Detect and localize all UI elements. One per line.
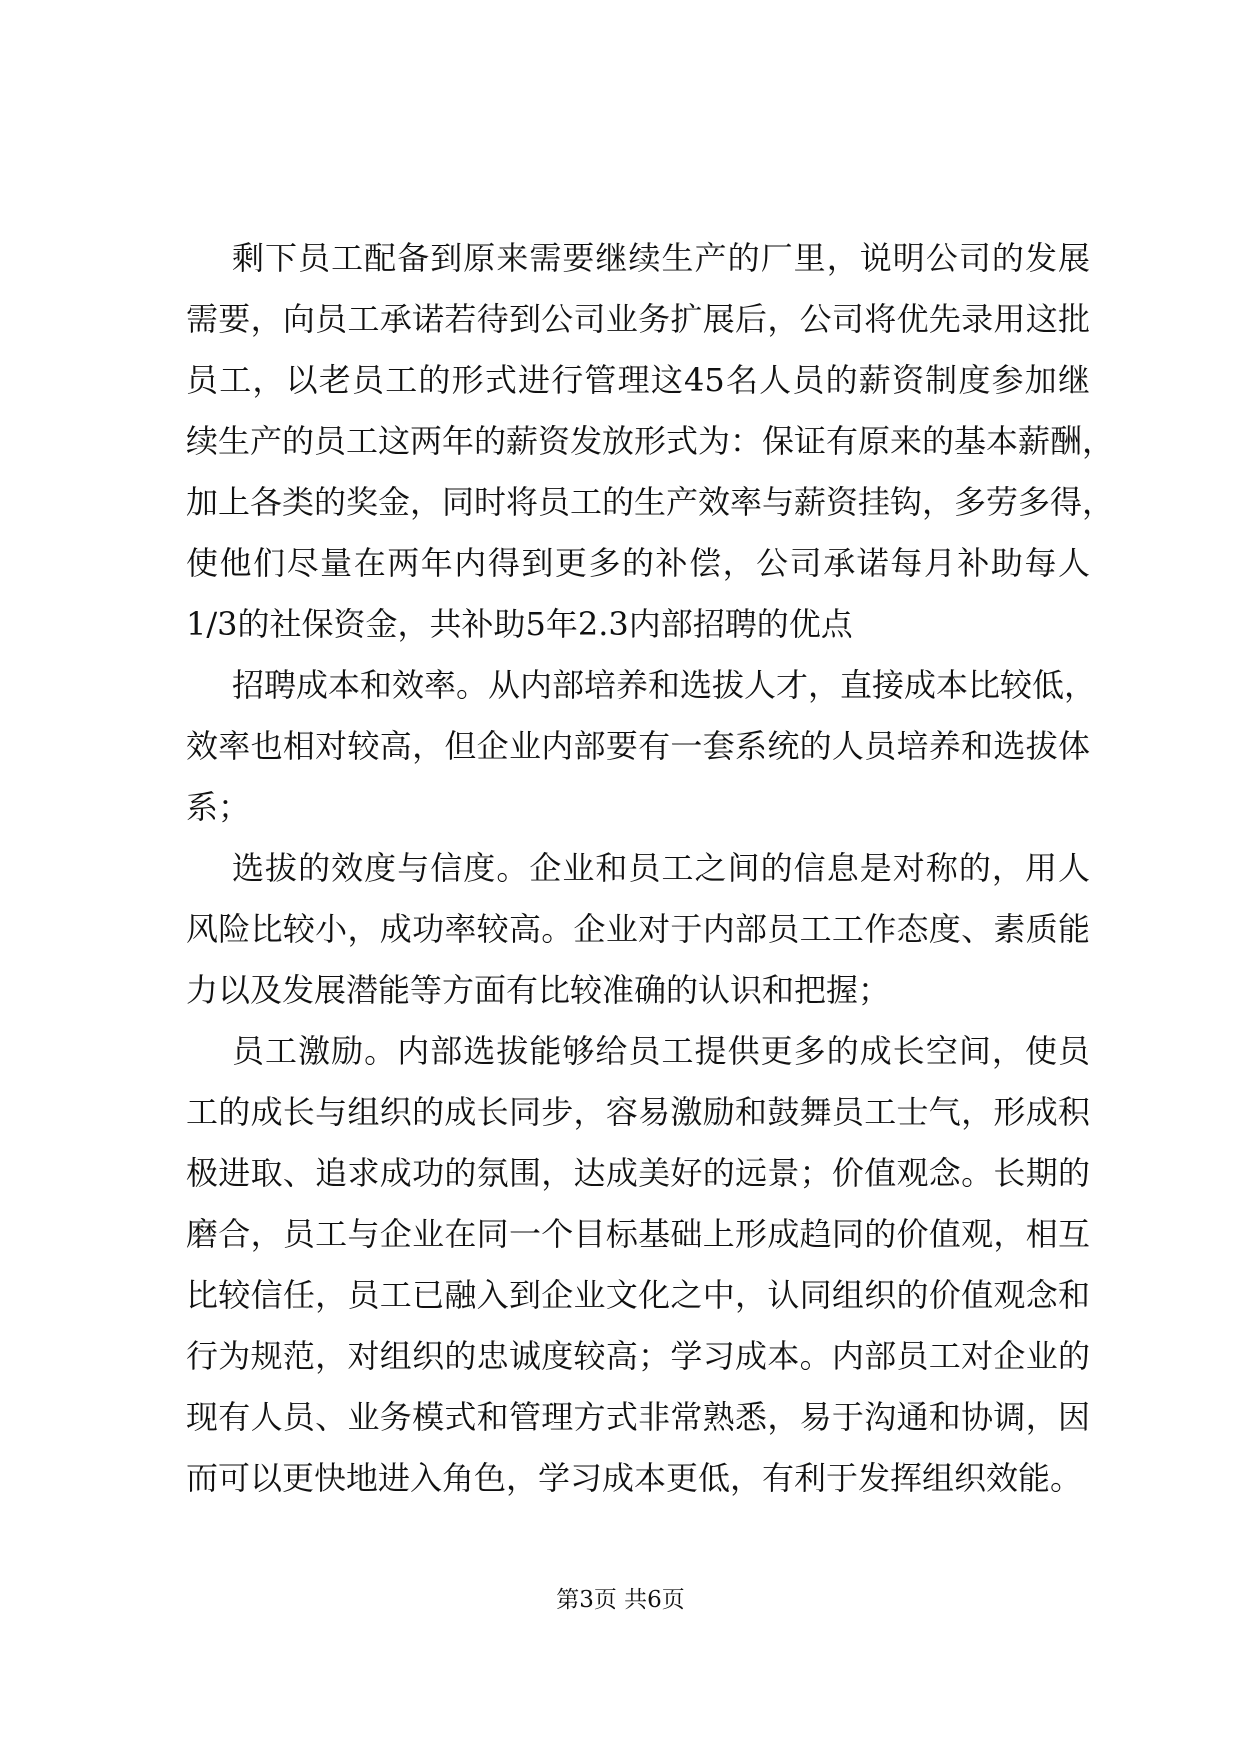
page-footer: 第3页 共6页 bbox=[556, 1587, 685, 1613]
text-line: 剩下员工配备到原来需要继续生产的厂里，说明公司的发展 bbox=[232, 239, 1090, 277]
text-line: 员工，以老员工的形式进行管理这45名人员的薪资制度参加继 bbox=[186, 361, 1090, 399]
text-line: 招聘成本和效率。从内部培养和选拔人才，直接成本比较低， bbox=[232, 666, 1097, 704]
text-line: 效率也相对较高，但企业内部要有一套系统的人员培养和选拔体 bbox=[186, 727, 1090, 765]
document-body bbox=[186, 228, 1115, 1509]
text-line: 系； bbox=[186, 788, 251, 826]
text-line: 员工激励。内部选拔能够给员工提供更多的成长空间，使员 bbox=[232, 1032, 1090, 1070]
text-line: 而可以更快地进入角色，学习成本更低，有利于发挥组织效能。 bbox=[186, 1459, 1083, 1497]
text-line: 磨合，员工与企业在同一个目标基础上形成趋同的价值观，相互 bbox=[186, 1215, 1090, 1253]
text-line: 极进取、追求成功的氛围，达成美好的远景；价值观念。长期的 bbox=[186, 1154, 1090, 1192]
text-line: 工的成长与组织的成长同步，容易激励和鼓舞员工士气，形成积 bbox=[186, 1093, 1090, 1131]
text-line: 比较信任，员工已融入到企业文化之中，认同组织的价值观念和 bbox=[186, 1276, 1090, 1314]
text-line: 力以及发展潜能等方面有比较准确的认识和把握； bbox=[186, 971, 891, 1009]
text-line: 行为规范，对组织的忠诚度较高；学习成本。内部员工对企业的 bbox=[186, 1337, 1090, 1375]
text-line: 需要，向员工承诺若待到公司业务扩展后，公司将优先录用这批 bbox=[186, 300, 1090, 338]
text-line: 加上各类的奖金，同时将员工的生产效率与薪资挂钩，多劳多得， bbox=[186, 483, 1115, 521]
text-line: 现有人员、业务模式和管理方式非常熟悉，易于沟通和协调，因 bbox=[186, 1398, 1090, 1436]
text-line: 续生产的员工这两年的薪资发放形式为：保证有原来的基本薪酬， bbox=[186, 422, 1115, 460]
text-line: 1/3的社保资金，共补助5年2.3内部招聘的优点 bbox=[186, 605, 853, 643]
text-line: 使他们尽量在两年内得到更多的补偿，公司承诺每月补助每人 bbox=[186, 544, 1090, 582]
text-line: 选拔的效度与信度。企业和员工之间的信息是对称的，用人 bbox=[232, 849, 1090, 887]
text-line: 风险比较小，成功率较高。企业对于内部员工工作态度、素质能 bbox=[186, 910, 1090, 948]
